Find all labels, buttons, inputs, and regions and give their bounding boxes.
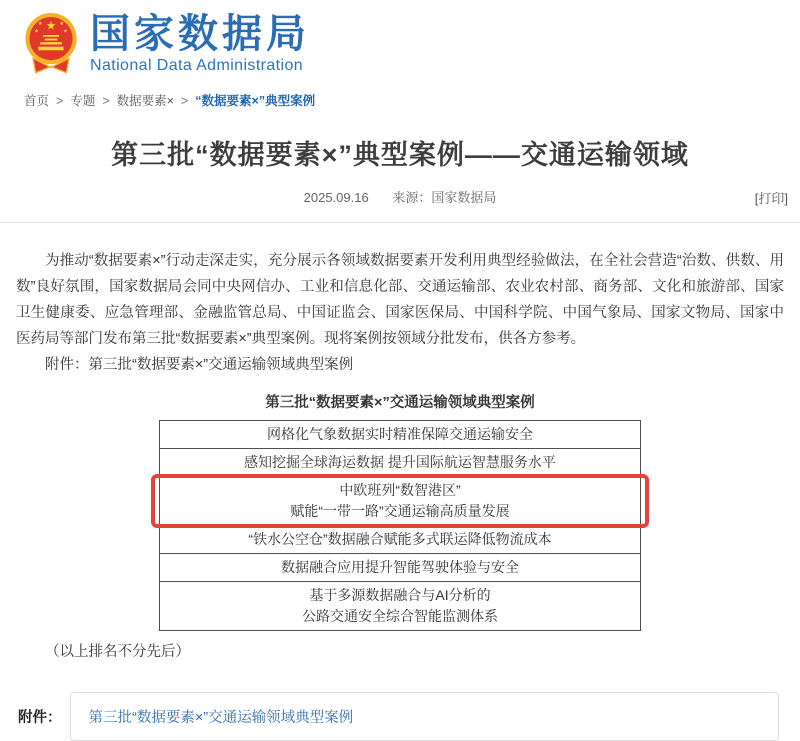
breadcrumb-separator: > [56,94,64,108]
attachment-label: 附件： [18,710,62,726]
header-divider [0,222,800,223]
breadcrumb-separator: > [180,94,189,108]
case-row [160,582,641,631]
case-table-section [16,391,784,631]
attachment-inline-line: 附件：第三批“数据要素×”交通运输领域典型案例 [45,357,354,373]
breadcrumb-item-3[interactable]: “数据要素×”典型案例 [195,94,316,108]
site-header [0,0,800,109]
article-paragraph: 为推动“数据要素×”行动走深走实，充分展示各领域数据要素开发利用典型经验做法，在全社会营造“治数、供数、用数”良好氛围，国家数据局会同中央网信办、工业和信息化部、交通运输部、农业农村部、商务部、文化和旅游部、国家卫生健康委、应急管理部、金融监管总局、中国证监会、国家医保局、中国科学院、中国气象局、国家文物局、国家中医药局等部门发布第三批“数据要素×”典型案例。现将案例按领域分批发布，供各方参考。 [16,253,784,347]
site-name-en: National Data Administration [90,57,304,74]
case-table-title: 第三批“数据要素×”交通运输领域典型案例 [265,395,535,411]
case-cell-1: 感知挖掘全球海运数据 提升国际航运智慧服务水平 [160,449,641,477]
case-row [160,554,641,582]
breadcrumb-separator: > [102,94,110,108]
case-row [160,421,641,449]
case-row [160,526,641,554]
site-name: 国家数据局 [90,12,310,56]
page-title: 第三批“数据要素×”典型案例——交通运输领域 [111,140,689,170]
attachment-link[interactable]: 第三批“数据要素×”交通运输领域典型案例 [88,710,354,726]
breadcrumb-item-2[interactable]: 数据要素× [116,94,174,108]
article-date: 2025.09.16 [303,190,369,205]
case-row-highlighted [160,477,641,526]
case-cell-4: 数据融合应用提升智能驾驶体验与安全 [160,554,641,582]
highlight-red-box [151,474,649,528]
print-button[interactable]: [打印] [754,191,788,206]
ranking-note: （以上排名不分先后） [45,644,190,660]
case-table [159,420,641,631]
svg-text:★: ★ [45,19,57,33]
case-cell-0: 网格化气象数据实时精准保障交通运输安全 [160,421,641,449]
article-source: 来源：国家数据局 [392,190,497,205]
breadcrumb-item-1[interactable]: 专题 [70,94,96,108]
case-row [160,449,641,477]
case-cell-3: “铁水公空仓”数据融合赋能多式联运降低物流成本 [160,526,641,554]
attachment-box [70,692,780,741]
article [0,133,800,741]
svg-text:★: ★ [34,28,40,35]
site-logo[interactable] [24,10,800,78]
article-meta [0,187,800,205]
national-emblem-icon [24,10,78,78]
case-cell-2: 中欧班列“数智港区” 赋能“一带一路”交通运输高质量发展 [160,477,641,526]
attachment-bar [18,692,784,741]
svg-text:★: ★ [62,28,68,35]
svg-text:★: ★ [59,21,65,28]
breadcrumb-item-0[interactable]: 首页 [24,94,50,108]
breadcrumb [24,91,800,109]
case-cell-5: 基于多源数据融合与AI分析的 公路交通安全综合智能监测体系 [160,582,641,631]
svg-text:★: ★ [37,21,43,28]
case-table-body [160,421,641,631]
